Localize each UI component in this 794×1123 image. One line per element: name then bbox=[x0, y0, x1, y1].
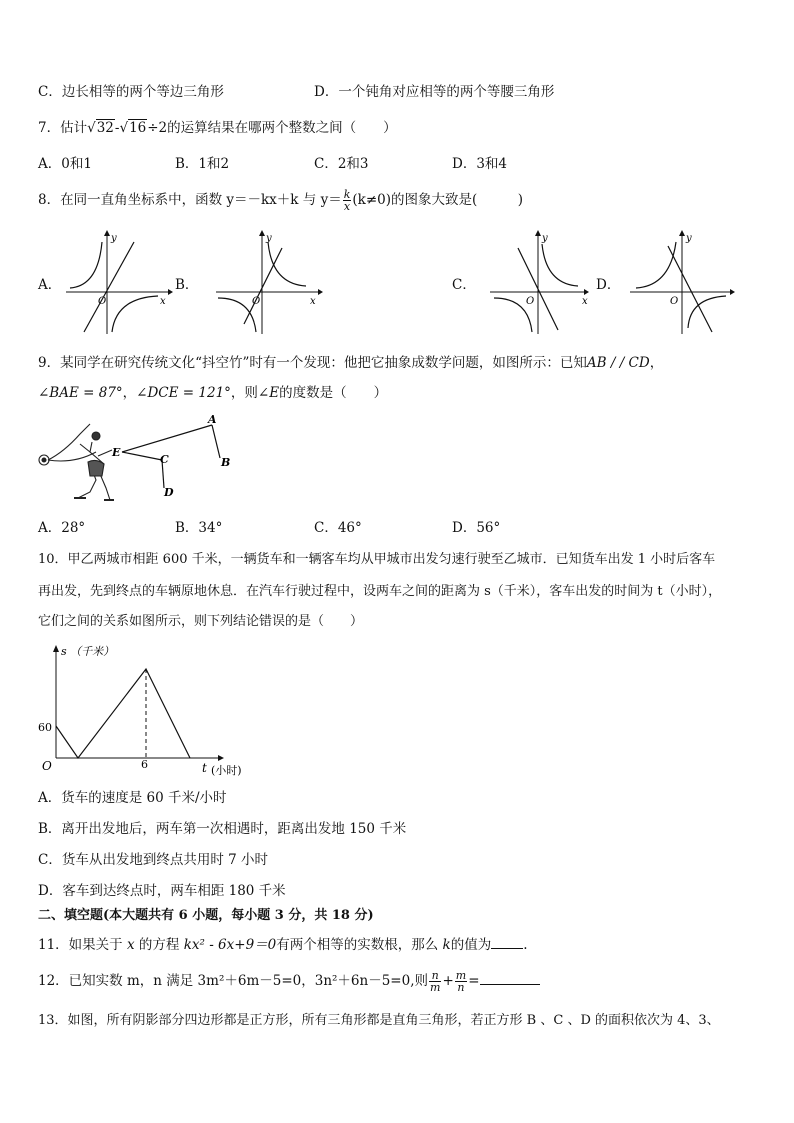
q9-comma-2: ， bbox=[122, 385, 137, 401]
q12-answer-blank[interactable] bbox=[480, 971, 540, 985]
q11-text-3: 有两个相等的实数根，那么 bbox=[276, 937, 439, 953]
q10-option-b: B．离开出发地后，两车第一次相遇时，距离出发地 150 千米 bbox=[38, 821, 407, 837]
q11-equation: kx² - 6x+9＝0 bbox=[183, 937, 277, 953]
q9-option-c: C．46° bbox=[314, 520, 362, 536]
q9-option-a: A．28° bbox=[38, 520, 86, 536]
q11-text-4: 的值为 bbox=[450, 937, 492, 953]
hyperbola-branch-2 bbox=[218, 298, 256, 332]
q8-graph-c bbox=[486, 228, 598, 338]
point-d-label: D bbox=[164, 486, 174, 499]
q11-text-1: 11．如果关于 bbox=[38, 937, 123, 953]
q10-stem-line3: 它们之间的关系如图所示，则下列结论错误的是（ ） bbox=[38, 614, 364, 629]
hyperbola-branch-2 bbox=[112, 296, 158, 332]
linear-graph bbox=[244, 248, 282, 324]
q7-option-a: A．0和1 bbox=[38, 156, 92, 172]
x-arrow bbox=[584, 289, 589, 295]
y-tick-60: 60 bbox=[38, 721, 52, 734]
q7-radicand-1: 32 bbox=[96, 120, 114, 136]
q9-stem-line1 bbox=[38, 354, 663, 372]
q9-text-3: 的度数是（ ） bbox=[279, 385, 388, 401]
q6-option-d: D．一个钝角对应相等的两个等腰三角形 bbox=[314, 84, 555, 100]
q8-graph-b bbox=[212, 228, 324, 338]
q8-frac-den: x bbox=[343, 200, 351, 213]
t-axis-unit: (小时) bbox=[211, 764, 242, 777]
diabolo-player-illustration bbox=[39, 424, 114, 500]
q10-option-c: C．货车从出发地到终点共用时 7 小时 bbox=[38, 852, 269, 868]
q10-stem-line1: 10．甲乙两城市相距 600 千米，一辆货车和一辆客车均从甲城市出发匀速行驶至乙城市．已知货车出发 1 小时后客车 bbox=[38, 552, 716, 567]
x-label: x bbox=[160, 296, 166, 307]
x-arrow bbox=[318, 289, 323, 295]
q9-option-d: D．56° bbox=[452, 520, 501, 536]
q9-angle-bae: ∠BAE = 87° bbox=[38, 385, 123, 401]
segment-ec bbox=[122, 452, 162, 460]
q12-stem bbox=[38, 966, 540, 996]
q8-stem bbox=[38, 186, 523, 214]
q9-text-1: 9．某同学在研究传统文化“抖空竹”时有一个发现：他把它抽象成数学问题，如图所示：已知 bbox=[38, 355, 587, 371]
q10-option-a: A．货车的速度是 60 千米/小时 bbox=[38, 790, 227, 806]
y-arrow bbox=[535, 230, 541, 236]
x-tick-6: 6 bbox=[141, 758, 148, 771]
x-label: x bbox=[582, 296, 588, 307]
point-c-label: C bbox=[160, 453, 169, 466]
q11-stem bbox=[38, 935, 528, 954]
q10-option-d: D．客车到达终点时，两车相距 180 千米 bbox=[38, 883, 286, 899]
point-b-label: B bbox=[221, 456, 231, 469]
linear-graph bbox=[84, 242, 134, 332]
q7-number: 7．估计 bbox=[38, 120, 88, 136]
q7-tail: 的运算结果在哪两个整数之间（ ） bbox=[167, 120, 397, 136]
y-label: y bbox=[266, 233, 272, 244]
origin-label: O bbox=[252, 296, 261, 307]
x-label: x bbox=[310, 296, 316, 307]
hyperbola-branch-1 bbox=[542, 244, 578, 286]
origin-label: O bbox=[670, 296, 679, 307]
q9-figure bbox=[34, 412, 244, 506]
q6-option-c: C．边长相等的两个等边三角形 bbox=[38, 84, 224, 100]
q9-stem-line2 bbox=[38, 384, 387, 402]
q12-frac2-den: n bbox=[457, 981, 465, 994]
q11-var-x: x bbox=[126, 937, 135, 953]
q13-stem: 13．如图，所有阴影部分四边形都是正方形，所有三角形都是直角三角形，若正方形 B 、C 、D 的面积依次为 4、3、 bbox=[38, 1013, 720, 1028]
q7-option-d: D．3和4 bbox=[452, 156, 508, 172]
q7-divide: ÷2 bbox=[147, 120, 168, 136]
point-e-label: E bbox=[112, 446, 121, 459]
q7-option-c: C．2和3 bbox=[314, 156, 369, 172]
origin-label: O bbox=[98, 296, 107, 307]
y-arrow bbox=[104, 230, 110, 236]
q7-minus: - bbox=[114, 120, 120, 136]
q12-frac2-num: m bbox=[455, 969, 467, 982]
q12-plus: + bbox=[442, 973, 454, 989]
hyperbola-branch-1 bbox=[70, 242, 102, 288]
origin-label: O bbox=[526, 296, 535, 307]
q9-angle-dce: ∠DCE = 121° bbox=[136, 385, 231, 401]
y-arrow bbox=[259, 230, 265, 236]
segment-ea bbox=[122, 425, 212, 452]
y-arrow bbox=[679, 230, 685, 236]
q9-option-b: B．34° bbox=[175, 520, 223, 536]
q11-answer-blank[interactable] bbox=[491, 935, 523, 949]
segment-ab bbox=[212, 425, 220, 458]
q8-prefix: 8．在同一直角坐标系中，函数 y＝－kx＋k 与 y＝ bbox=[38, 192, 342, 208]
y-label: y bbox=[111, 233, 117, 244]
q8-graph-a bbox=[62, 228, 174, 338]
t-axis-arrow bbox=[218, 755, 224, 761]
q8-frac-num: k bbox=[343, 188, 351, 201]
q8-suffix: (k≠0)的图象大致是( ) bbox=[352, 192, 524, 208]
y-label: y bbox=[542, 233, 548, 244]
q10-stem-line2: 再出发，先到终点的车辆原地休息．在汽车行驶过程中，设两车之间的距离为 s（千米），客车出发的时间为 t（小时）， bbox=[38, 584, 722, 599]
q8-graph-d bbox=[626, 228, 742, 338]
q11-var-k: k bbox=[442, 937, 451, 953]
q8-label-d: D． bbox=[596, 277, 621, 293]
q12-text: 12．已知实数 m，n 满足 3m²＋6m－5=0，3n²＋6n－5=0,则 bbox=[38, 973, 428, 989]
q7-stem: 7．估计√32-√16÷2的运算结果在哪两个整数之间（ ） bbox=[38, 120, 397, 136]
q11-text-2: 的方程 bbox=[138, 937, 180, 953]
q8-label-c: C． bbox=[452, 277, 476, 293]
point-a-label: A bbox=[208, 413, 217, 426]
t-axis-label: t bbox=[202, 761, 207, 775]
q9-angle-e: ∠E bbox=[257, 385, 280, 401]
q10-graph bbox=[34, 640, 264, 780]
origin-label: O bbox=[42, 759, 52, 773]
q9-parallel: AB / / CD bbox=[586, 355, 650, 371]
q9-comma: ， bbox=[649, 355, 664, 371]
s-axis-arrow bbox=[53, 645, 59, 652]
q12-equals: = bbox=[468, 973, 480, 989]
distance-curve bbox=[56, 669, 190, 758]
q11-period: . bbox=[523, 937, 528, 953]
q7-radicand-2: 16 bbox=[129, 120, 147, 136]
q9-text-2: ，则 bbox=[230, 385, 258, 401]
x-arrow bbox=[168, 289, 173, 295]
y-label: y bbox=[686, 233, 692, 244]
q12-frac1-den: m bbox=[430, 981, 441, 994]
x-arrow bbox=[730, 289, 735, 295]
q8-label-b: B． bbox=[175, 277, 199, 293]
q8-label-a: A． bbox=[38, 277, 62, 293]
q7-option-b: B．1和2 bbox=[175, 156, 230, 172]
section-2-title: 二、填空题(本大题共有 6 小题，每小题 3 分，共 18 分) bbox=[38, 908, 374, 923]
q12-frac1-num: n bbox=[429, 970, 441, 982]
s-axis-label: s （千米） bbox=[61, 645, 115, 658]
